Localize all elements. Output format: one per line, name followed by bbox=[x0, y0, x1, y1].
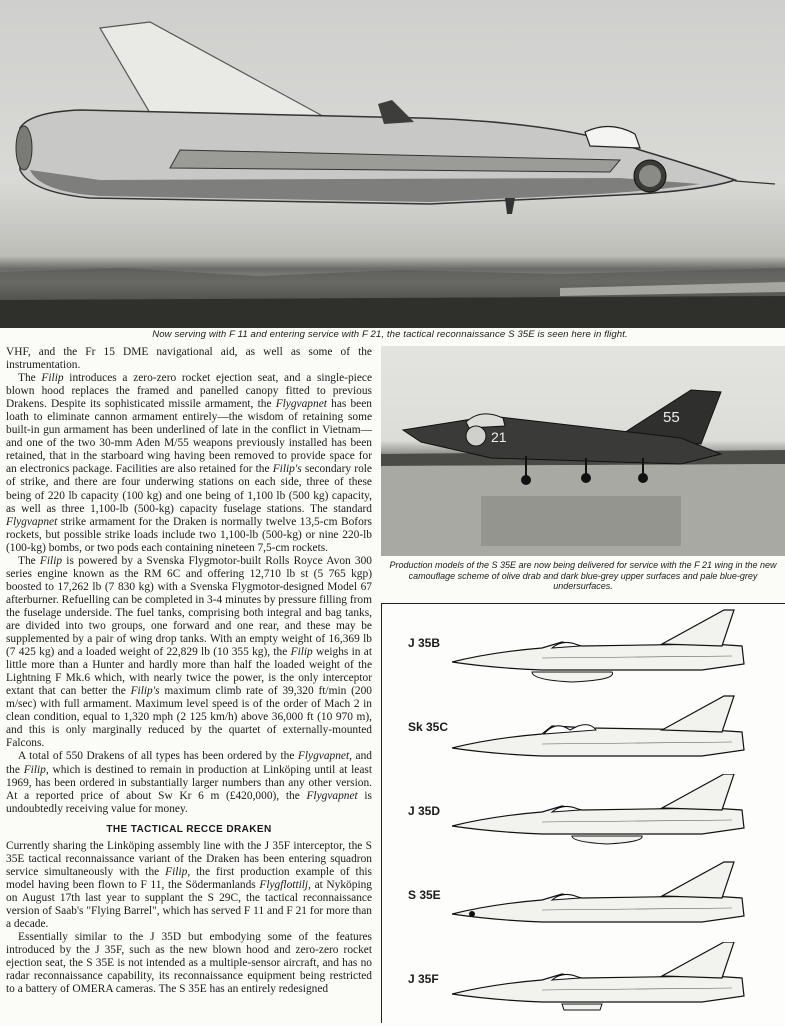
article-text: , and the bbox=[6, 750, 372, 776]
article-italic: Flygflottilj bbox=[259, 878, 309, 891]
article-text: , the first production example of this model having been flown to F 11, the Södermanlands bbox=[6, 865, 372, 891]
top-photo-s35e-in-flight bbox=[0, 0, 785, 328]
aircraft-side-view-icon bbox=[452, 774, 752, 858]
section-heading: THE TACTICAL RECCE DRAKEN bbox=[106, 823, 272, 835]
article-text: is undoubtedly receiving value for money. bbox=[6, 789, 372, 815]
article-paragraph bbox=[6, 346, 372, 372]
article-text: secondary role of strike, and there are four underwing stations on each side, three of these being of 220 lb capacity (100 kg) and one being of 1,100 lb (500 kg) capacity, as well as three 1,100-lb (500-kg) capacity fuselage stations. The standard bbox=[6, 463, 372, 515]
article-italic: Filip bbox=[39, 554, 63, 567]
variant-drawing-j35b bbox=[382, 606, 785, 690]
nose-number: 21 bbox=[491, 429, 507, 445]
article-italic: Flygvapnet bbox=[275, 398, 327, 411]
article-text: Currently sharing the Linköping assembly line with the J 35F interceptor, the S 35E tactical reconnaissance variant of the Draken has been entering squadron service simultaneously with the bbox=[6, 839, 372, 878]
article-paragraph bbox=[6, 750, 372, 815]
variant-drawing-j35d bbox=[382, 774, 785, 858]
variant-drawing-sk35c bbox=[382, 690, 785, 774]
article-text: has been loath to eliminate cannon armament entirely—the wisdom of retaining some built-in gun armament has been underlined of late in the conflict in Vietnam—and one of the two 30-mm Aden M/55 weapons previously installed has been retained, that in the starboard wing having been removed to provide space for an electronics package. Facilities are also retained for the bbox=[6, 398, 372, 476]
aircraft-side-view-icon bbox=[452, 690, 752, 774]
aircraft-side-view-icon bbox=[452, 942, 752, 1026]
article-italic: Flygvapnet bbox=[6, 515, 58, 528]
variant-label: S 35E bbox=[408, 888, 441, 902]
variant-label: Sk 35C bbox=[408, 720, 449, 734]
article-paragraph bbox=[6, 931, 372, 996]
article-text: A total of 550 Drakens of all types has been ordered by the bbox=[18, 750, 298, 763]
article-italic: Flygvapnet bbox=[306, 789, 358, 802]
top-photo-caption: Now serving with F 11 and entering service with F 21, the tactical reconnaissance S 35E is seen here in flight. bbox=[152, 329, 628, 340]
article-text: maximum climb rate of 39,320 ft/min (200 m/sec) with full armament. Maximum level speed is of the order of Mach 2 in clean condition, equal to 1,320 mph (2 125 km/h) above 36,000 ft (10 970 m), and this is only marginally reduced by the quartet of externally-mounted Falcons. bbox=[6, 685, 372, 750]
article-italic: Filip bbox=[41, 372, 64, 385]
variant-drawings-panel bbox=[381, 603, 785, 1023]
article-text: introduces a zero-zero rocket ejection seat, and a single-piece blown hood replaces the framed and panelled canopy fitted to previous Drakens. Despite its sophisticated missile armament, the bbox=[6, 372, 372, 411]
article-text: The bbox=[18, 372, 42, 385]
article-text: Essentially similar to the J 35D but embodying some of the features introduced by the J 35F, such as the new blown hood and zero-zero rocket ejection seat, the S 35E is not intended as a multiple-sensor aircraft, and has no radar reconnaissance capability, its reconnaissance equipment being restricted to a battery of OMERA cameras. The S 35E has an entirely redesigned bbox=[6, 931, 372, 996]
variant-label: J 35B bbox=[408, 636, 441, 650]
article-text: , at Nyköping on August 17th last year to supplant the S 29C, the tactical reconnaissance version of Saab's "Flying Barrel", which has served F 11 and F 21 for more than a decade. bbox=[6, 878, 372, 931]
tail-number: 55 bbox=[663, 409, 680, 426]
article-text: is powered by a Svenska Flygmotor-built Rolls Royce Avon 300 series engine known as the RM 6C and offering 12,710 lb st (5 765 kgp) boosted to 17,262 lb (7 830 kg) with a Svenska Flygmotor-designed Model 67 afterburner. Refuelling can be completed in 3-4 minutes by pressure filling from the fuselage underside. The fuel tanks, comprising both integral and bag tanks, are divided into two groups, one forward and one rear, and these may be supplemented by a pair of wing drop tanks. With an empty weight of 16,369 lb (7 425 kg) and a loaded weight of 22,829 lb (10 355 kg), the bbox=[6, 554, 372, 659]
article-text: , which is destined to remain in production at Linköping until at least 1969, has been ordered in substantially larger numbers than any other version. At a reported price of about Sw Kr 6 m (£420,000), the bbox=[6, 763, 372, 802]
right-photo-s35e-on-ground bbox=[381, 346, 785, 556]
article-text: The bbox=[18, 554, 40, 567]
variant-label: J 35D bbox=[408, 804, 441, 818]
article-italic: Filip bbox=[23, 763, 46, 776]
article-italic: Filip's bbox=[130, 685, 160, 698]
article-text: VHF, and the Fr 15 DME navigational aid, as well as some of the instrumentation. bbox=[6, 346, 372, 372]
article-italic: Flygvapnet bbox=[297, 750, 350, 763]
aircraft-in-flight-illustration bbox=[0, 0, 785, 328]
article-text: weighs in at little more than a Hunter and hardly more than half the loaded weight of the Lightning F Mk.6 which, with nearly twice the power, is the only interceptor extant that can better the bbox=[6, 646, 372, 698]
article-text: strike armament for the Draken is normally twelve 13,5-cm Bofors rockets, but possible strike loads include two 1,100-lb (500-kg) or nine 220-lb (100-kg) bombs, or two pods each containing nineteen 7,5-cm rockets. bbox=[6, 515, 372, 554]
aircraft-side-view-icon bbox=[452, 858, 752, 942]
right-photo-caption: Production models of the S 35E are now being delivered for service with the F 21 wing in the new camouflage scheme of olive drab and dark blue-grey upper surfaces and pale blue-grey undersurfaces. bbox=[389, 560, 777, 591]
article-italic: Filip bbox=[290, 646, 313, 659]
article-paragraph bbox=[6, 555, 372, 751]
variant-drawing-s35e bbox=[382, 858, 785, 942]
aircraft-side-view-icon bbox=[452, 606, 752, 690]
article-body bbox=[6, 346, 372, 996]
variant-label: J 35F bbox=[408, 972, 439, 986]
article-italic: Filip bbox=[165, 865, 188, 878]
article-paragraph bbox=[6, 840, 372, 931]
article-paragraph bbox=[6, 372, 372, 555]
article-italic: Filip's bbox=[272, 463, 302, 476]
variant-drawing-j35f bbox=[382, 942, 785, 1026]
aircraft-on-ground-illustration bbox=[381, 346, 785, 556]
